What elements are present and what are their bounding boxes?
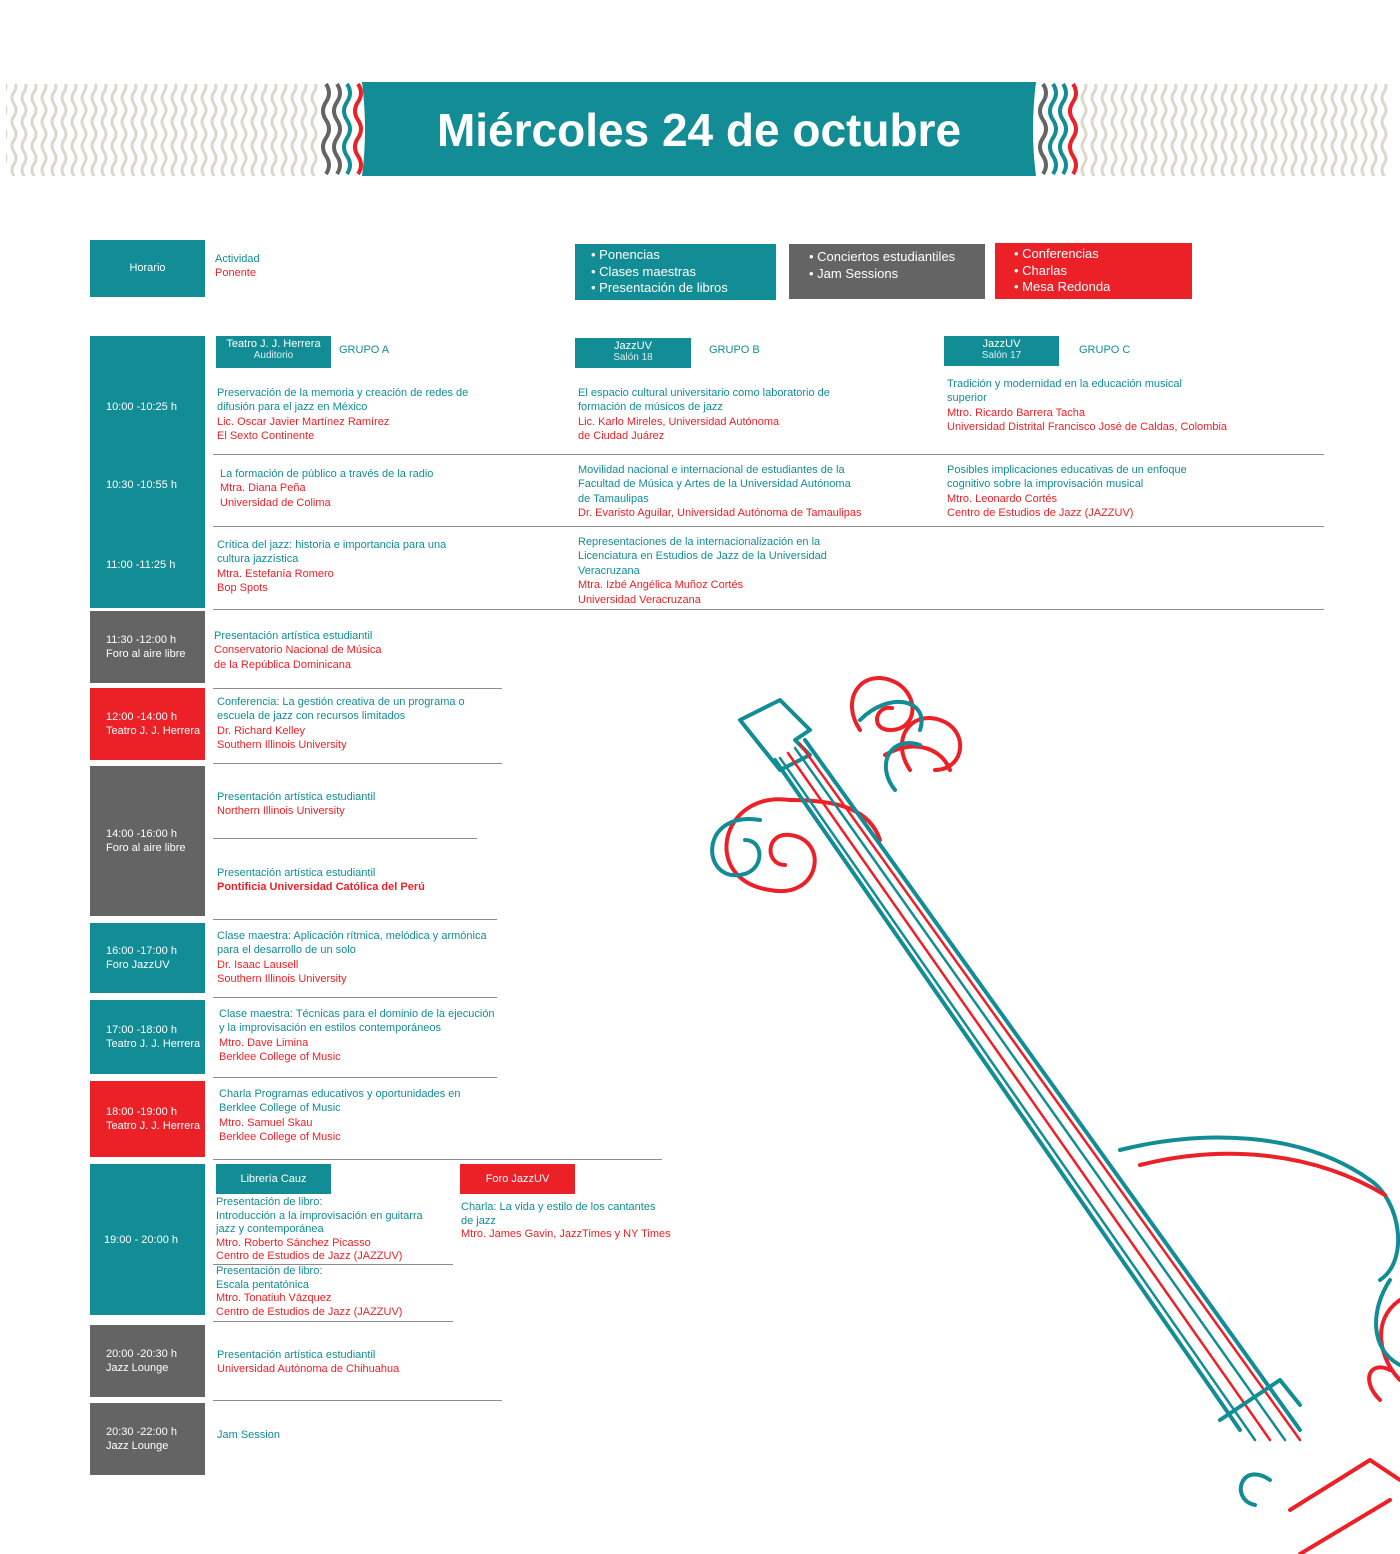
event-title: Escala pentatónica <box>216 1278 309 1291</box>
row-divider <box>213 688 502 689</box>
time-label: 12:00 -14:00 h <box>106 711 177 723</box>
header-legend-text <box>215 252 260 281</box>
legend-gray <box>789 244 985 299</box>
event-speaker: Berklee College of Music <box>219 1131 341 1144</box>
row-divider <box>213 763 502 764</box>
talk-title: Posibles implicaciones educativas de un enfoque <box>947 464 1187 476</box>
event-speaker: Mtro. Roberto Sánchez Picasso <box>216 1236 371 1249</box>
charla-foro <box>461 1201 671 1242</box>
time-label: 11:30 -12:00 h <box>106 634 177 646</box>
event-speaker: Mtro. Tonatiuh Vázquez <box>216 1292 332 1305</box>
legend-item: • Mesa Redonda <box>1014 279 1111 294</box>
talk-title: Facultad de Música y Artes de la Universidad Autónoma <box>578 478 851 491</box>
event-title: jazz y contemporánea <box>216 1223 324 1236</box>
talk-title: cultura jazzística <box>217 553 299 566</box>
group-c-label: GRUPO C <box>1079 344 1131 356</box>
talk-affiliation: de Ciudad Juárez <box>578 430 665 443</box>
event-3 <box>217 929 487 987</box>
room-sub: Auditorio <box>253 350 294 361</box>
event-1 <box>217 695 465 753</box>
event-speaker: Conservatorio Nacional de Música <box>214 644 382 657</box>
room-name: JazzUV <box>614 340 652 352</box>
talk-a-1 <box>217 386 468 444</box>
event-title: Charla: La vida y estilo de los cantantes <box>461 1201 656 1213</box>
event-speaker: Mtro. James Gavin, JazzTimes y NY Times <box>461 1228 671 1241</box>
event-2b <box>217 866 425 895</box>
room-tag-c <box>944 336 1059 366</box>
room-tag-b <box>575 338 691 368</box>
legend-teal <box>575 244 776 300</box>
legend-item: • Conferencias <box>1014 246 1099 261</box>
event-speaker: Southern Illinois University <box>217 739 347 752</box>
event-speaker: Northern Illinois University <box>217 805 345 818</box>
event-title: de jazz <box>461 1214 496 1227</box>
horario-label: Horario <box>129 262 166 274</box>
time-slot <box>90 611 205 683</box>
event-speaker: Universidad Autónoma de Chihuahua <box>217 1363 400 1376</box>
talk-b-3 <box>578 535 827 607</box>
talk-title: difusión para el jazz en México <box>217 401 368 414</box>
time-label: 10:00 -10:25 h <box>106 401 177 413</box>
horario-header <box>90 240 205 297</box>
place-label: Jazz Lounge <box>106 1362 169 1374</box>
event-speaker: Dr. Isaac Lausell <box>217 958 299 971</box>
libreria-label: Librería Cauz <box>240 1173 307 1185</box>
event-title: Presentación artística estudiantil <box>217 1349 376 1361</box>
page-title: Miércoles 24 de octubre <box>436 104 962 156</box>
double-bass-illustration <box>680 660 1400 1554</box>
room-tag-a <box>216 336 331 368</box>
talk-affiliation: Centro de Estudios de Jazz (JAZZUV) <box>947 507 1134 520</box>
row-divider <box>213 1077 497 1078</box>
time-label: 16:00 -17:00 h <box>106 945 177 957</box>
group-b-label: GRUPO B <box>709 344 760 356</box>
talk-c-1 <box>947 377 1227 435</box>
event-speaker: Dr. Richard Kelley <box>217 724 306 737</box>
place-label: Foro al aire libre <box>106 842 186 854</box>
event-title: Presentación artística estudiantil <box>217 867 376 879</box>
event-title: escuela de jazz con recursos limitados <box>217 710 406 723</box>
legend-red <box>995 243 1192 299</box>
time-label: 11:00 -11:25 h <box>106 559 176 571</box>
group-a-label: GRUPO A <box>339 344 390 356</box>
time-slot <box>90 1000 205 1074</box>
talk-speaker: Mtra. Estefanía Romero <box>217 567 334 580</box>
talk-title: Preservación de la memoria y creación de redes de <box>217 387 469 399</box>
talk-b-1 <box>578 386 830 444</box>
legend-item: • Clases maestras <box>591 263 696 279</box>
row-divider <box>213 1159 662 1160</box>
talk-affiliation: Universidad Veracruzana <box>578 593 701 606</box>
row-divider <box>213 997 497 998</box>
talk-title: Veracruzana <box>578 564 640 577</box>
event-title: Berklee College of Music <box>219 1102 341 1115</box>
talk-title: Movilidad nacional e internacional de estudiantes de la <box>578 464 845 476</box>
legend-item: • Jam Sessions <box>809 265 899 281</box>
event-2a <box>217 790 375 819</box>
time-slot <box>106 558 175 572</box>
talk-title: Tradición y modernidad en la educación musical <box>947 378 1182 390</box>
room-name: Teatro J. J. Herrera <box>226 338 321 350</box>
time-slot <box>90 688 205 760</box>
talk-a-3 <box>217 538 446 596</box>
row-divider <box>213 1321 453 1322</box>
book-2 <box>216 1265 402 1319</box>
event-title: Presentación artística estudiantil <box>217 791 376 803</box>
place-label: Teatro J. J. Herrera <box>106 1038 201 1050</box>
event-speaker: Berklee College of Music <box>219 1051 341 1064</box>
legend-item: • Charlas <box>1014 262 1067 278</box>
event-speaker: Mtro. Dave Limina <box>219 1036 309 1049</box>
event-title: Conferencia: La gestión creativa de un programa o <box>217 696 465 708</box>
talk-speaker: Mtro. Leonardo Cortés <box>947 492 1058 505</box>
talk-c-2 <box>947 463 1187 521</box>
event-title: Charla Programas educativos y oportunidades en <box>219 1088 461 1100</box>
libreria-tag <box>216 1164 331 1194</box>
talk-title: de Tamaulipas <box>578 492 649 505</box>
talk-affiliation: El Sexto Continente <box>217 430 315 443</box>
talk-affiliation: Bop Spots <box>217 582 268 595</box>
time-slot <box>90 1081 205 1157</box>
room-sub: Salón 17 <box>981 350 1022 361</box>
talk-title: cognitivo sobre la improvisación musical <box>947 478 1144 491</box>
talk-title: El espacio cultural universitario como laboratorio de <box>578 387 830 399</box>
time-label: 14:00 -16:00 h <box>106 828 177 840</box>
event-title: Presentación de libro: <box>216 1265 323 1277</box>
event-speaker: Centro de Estudios de Jazz (JAZZUV) <box>216 1250 403 1263</box>
event-8 <box>217 1428 280 1442</box>
legend-item: • Presentación de libros <box>591 280 728 295</box>
actividad-label: Actividad <box>215 253 260 265</box>
time-slot <box>106 478 177 492</box>
talk-a-2 <box>220 467 433 510</box>
talk-title: Representaciones de la internacionalización en la <box>578 536 821 548</box>
talk-b-2 <box>578 463 862 521</box>
time-label: 19:00 - 20:00 h <box>104 1233 179 1246</box>
place-label: Foro al aire libre <box>106 648 186 660</box>
place-label: Foro JazzUV <box>106 959 170 971</box>
ponente-label: Ponente <box>215 267 256 280</box>
time-label: 18:00 -19:00 h <box>106 1106 177 1118</box>
time-label: 17:00 -18:00 h <box>106 1024 177 1036</box>
talk-speaker: Mtra. Izbé Angélica Muñoz Cortés <box>578 579 744 592</box>
row-divider <box>213 1400 502 1401</box>
event-title: Introducción a la improvisación en guitarra <box>216 1209 423 1222</box>
time-slot <box>90 1403 205 1475</box>
foro-jazzuv-tag <box>460 1164 575 1194</box>
event-speaker: de la República Dominicana <box>214 658 351 671</box>
time-slot <box>90 1325 205 1397</box>
room-name: JazzUV <box>982 338 1021 350</box>
event-title: Clase maestra: Aplicación rítmica, melódica y armónica <box>217 930 487 942</box>
place-label: Teatro J. J. Herrera <box>106 1120 201 1132</box>
event-title: Presentación artística estudiantil <box>214 630 373 642</box>
event-title: Jam Session <box>217 1429 280 1441</box>
talk-title: Licenciatura en Estudios de Jazz de la Universidad <box>578 550 827 563</box>
time-slot <box>90 923 205 993</box>
talk-title: Crítica del jazz: historia e importancia para una <box>217 539 447 551</box>
event-title: Clase maestra: Técnicas para el dominio de la ejecución <box>219 1008 495 1020</box>
talk-speaker: Dr. Evaristo Aguilar, Universidad Autónoma de Tamaulipas <box>578 507 862 520</box>
legend-item: • Conciertos estudiantiles <box>809 249 956 264</box>
event-0 <box>214 629 382 672</box>
time-slot <box>90 1164 205 1315</box>
event-speaker: Mtro. Samuel Skau <box>219 1116 313 1129</box>
talk-affiliation: Universidad Distrital Francisco José de Caldas, Colombia <box>947 421 1228 434</box>
book-1 <box>216 1196 423 1264</box>
talk-title: La formación de público a través de la radio <box>220 468 434 480</box>
event-speaker: Southern Illinois University <box>217 973 347 986</box>
event-speaker: Pontificia Universidad Católica del Perú <box>217 881 425 894</box>
row-divider <box>213 526 1324 527</box>
talk-speaker: Lic. Oscar Javier Martínez Ramírez <box>217 415 390 428</box>
talk-speaker: Mtra. Diana Peña <box>220 482 306 495</box>
row-divider <box>213 919 497 920</box>
time-slot <box>106 400 177 414</box>
event-7 <box>217 1348 399 1377</box>
row-divider <box>213 609 1324 610</box>
talk-title: superior <box>947 392 987 405</box>
time-label: 20:30 -22:00 h <box>106 1426 177 1438</box>
time-slot <box>90 766 205 916</box>
foro-label: Foro JazzUV <box>485 1173 550 1185</box>
event-4 <box>219 1007 495 1065</box>
time-label: 20:00 -20:30 h <box>106 1348 177 1360</box>
talk-speaker: Lic. Karlo Mireles, Universidad Autónoma <box>578 415 780 428</box>
event-title: Presentación de libro: <box>216 1196 323 1208</box>
legend-item: • Ponencias <box>591 247 660 262</box>
place-label: Teatro J. J. Herrera <box>106 725 201 737</box>
place-label: Jazz Lounge <box>106 1440 169 1452</box>
talk-title: formación de músicos de jazz <box>578 401 723 414</box>
time-label: 10:30 -10:55 h <box>106 479 177 491</box>
event-5 <box>219 1087 461 1145</box>
talk-speaker: Mtro. Ricardo Barrera Tacha <box>947 406 1085 419</box>
event-speaker: Centro de Estudios de Jazz (JAZZUV) <box>216 1305 403 1318</box>
room-sub: Salón 18 <box>613 352 653 363</box>
talk-affiliation: Universidad de Colima <box>220 496 331 509</box>
row-divider <box>213 454 1324 455</box>
row-divider <box>213 838 477 839</box>
event-title: y la improvisación en estilos contemporáneos <box>219 1022 441 1035</box>
event-title: para el desarrollo de un solo <box>217 944 356 957</box>
